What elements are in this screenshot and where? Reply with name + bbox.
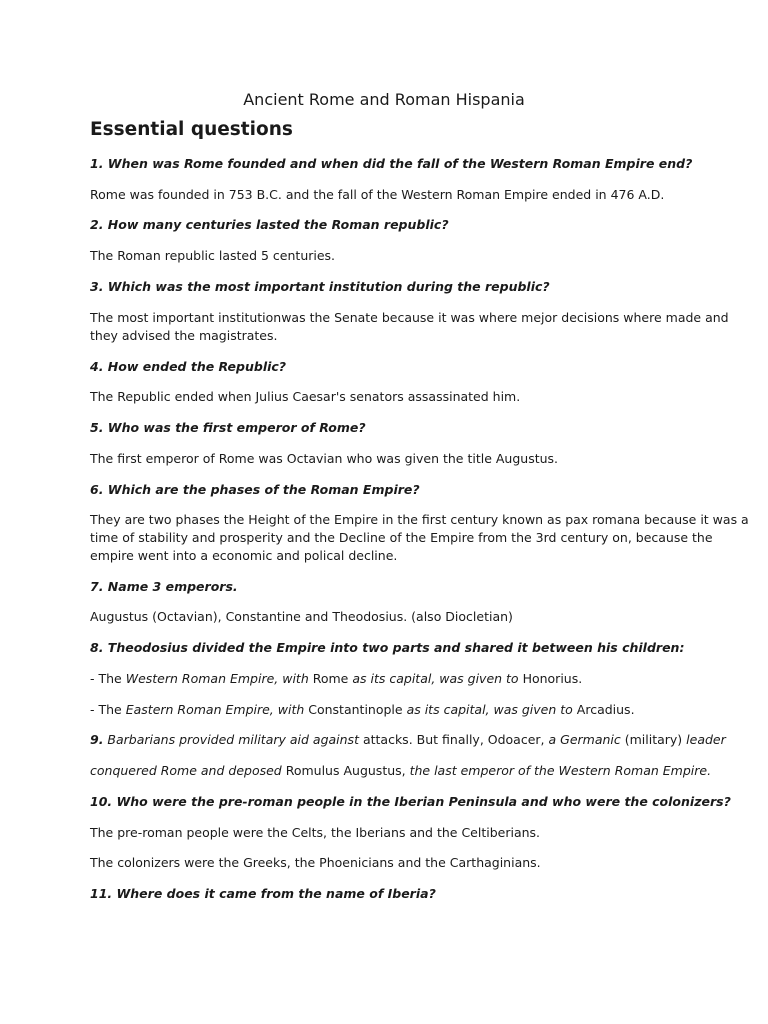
section-heading: Essential questions: [90, 119, 293, 140]
text-run: - The: [90, 702, 126, 717]
question-4: 4. How ended the Republic?: [90, 359, 287, 374]
text-run: attacks. But finally,: [362, 732, 488, 747]
question-1: 1. When was Rome founded and when did the fall of the Western Roman Empire end?: [90, 156, 693, 171]
answer-6-line-2: time of stability and prosperity and the Decline of the Empire from the 3rd century on, because the: [90, 530, 713, 545]
text-run: Arcadius.: [576, 702, 635, 717]
text-run: Rome: [312, 671, 349, 686]
answer-4: The Republic ended when Julius Caesar's senators assassinated him.: [90, 389, 521, 404]
item-9-line-1: [90, 731, 726, 749]
text-run: the last emperor of the Western Roman Empire.: [405, 763, 712, 778]
text-run: Constantinople: [308, 702, 403, 717]
question-7: 7. Name 3 emperors.: [90, 579, 238, 594]
text-run: as its capital, was given to: [402, 702, 577, 717]
text-run: (military): [624, 732, 683, 747]
text-run: leader: [682, 732, 726, 747]
answer-6-line-3: empire went into a economic and polical decline.: [90, 548, 398, 563]
text-run: - The: [90, 671, 126, 686]
text-run: Eastern: [125, 702, 174, 717]
text-run: Odoacer,: [487, 732, 545, 747]
answer-2: The Roman republic lasted 5 centuries.: [90, 248, 336, 263]
answer-5: The first emperor of Rome was Octavian who was given the title Augustus.: [90, 451, 559, 466]
answer-10-colonizers: The colonizers were the Greeks, the Phoenicians and the Carthaginians.: [90, 855, 541, 870]
document-title: Ancient Rome and Roman Hispania: [243, 90, 525, 109]
text-run: Barbarians provided military aid against: [103, 732, 363, 747]
answer-6-line-1: They are two phases the Height of the Empire in the first century known as pax romana because it was a: [90, 512, 749, 527]
question-11: 11. Where does it came from the name of Iberia?: [90, 886, 436, 901]
text-run: Roman Empire, with: [177, 671, 313, 686]
text-run: Western: [125, 671, 178, 686]
text-run: conquered Rome and deposed: [90, 763, 286, 778]
answer-8-western: [90, 670, 582, 688]
question-8: 8. Theodosius divided the Empire into two parts and shared it between his children:: [90, 640, 685, 655]
answer-3-line-1: The most important institutionwas the Senate because it was where mejor decisions where made and: [90, 310, 729, 325]
text-run: Roman Empire, with: [173, 702, 309, 717]
answer-8-eastern: [90, 701, 635, 719]
answer-1: Rome was founded in 753 B.C. and the fall of the Western Roman Empire ended in 476 A.D.: [90, 187, 665, 202]
text-run: Honorius.: [522, 671, 583, 686]
text-run: as its capital, was given to: [348, 671, 523, 686]
text-run: Romulus Augustus,: [285, 763, 406, 778]
question-3: 3. Which was the most important institution during the republic?: [90, 279, 550, 294]
question-6: 6. Which are the phases of the Roman Empire?: [90, 482, 420, 497]
question-2: 2. How many centuries lasted the Roman republic?: [90, 217, 449, 232]
text-run: a Germanic: [544, 732, 625, 747]
answer-3-line-2: they advised the magistrates.: [90, 328, 278, 343]
text-run: 9.: [90, 732, 104, 747]
question-5: 5. Who was the first emperor of Rome?: [90, 420, 366, 435]
answer-10-preroman: The pre-roman people were the Celts, the Iberians and the Celtiberians.: [90, 825, 541, 840]
question-10: 10. Who were the pre-roman people in the Iberian Peninsula and who were the colonizers?: [90, 794, 731, 809]
answer-7: Augustus (Octavian), Constantine and Theodosius. (also Diocletian): [90, 609, 513, 624]
item-9-line-2: [90, 762, 711, 780]
